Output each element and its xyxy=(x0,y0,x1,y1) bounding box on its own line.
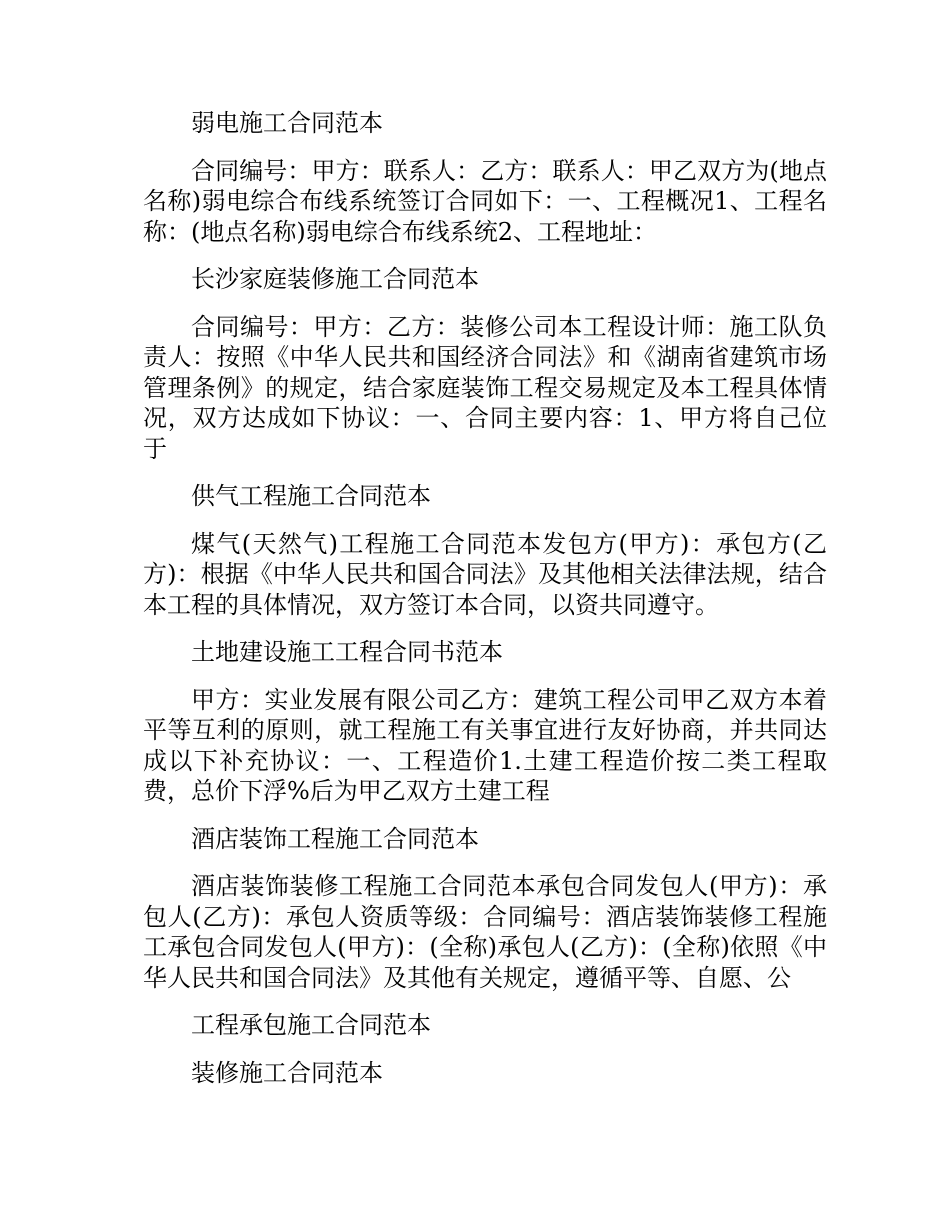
heading-land-construction-contract: 土地建设施工工程合同书范本 xyxy=(191,638,503,666)
heading-project-contracting: 工程承包施工合同范本 xyxy=(191,1011,431,1039)
paragraph-hotel-decoration-contract: 酒店装饰装修工程施工合同范本承包合同发包人(甲方)：承包人(乙方)：承包人资质等级：合同编号：酒店装饰装修工程施工承包合同发包人(甲方)：(全称)承包人(乙方)：(全称)依照《中华人民共和国合同法》及其他有关规定，遵循平等、自愿、公 xyxy=(143,872,827,992)
paragraph-gas-supply-contract: 煤气(天然气)工程施工合同范本发包方(甲方)：承包方(乙方)：根据《中华人民共和国合同法》及其他相关法律法规，结合本工程的具体情况，双方签订本合同，以资共同遵守。 xyxy=(143,529,827,619)
document-body xyxy=(143,108,827,1105)
heading-gas-supply-contract: 供气工程施工合同范本 xyxy=(191,482,431,510)
paragraph-changsha-home-renovation: 合同编号：甲方：乙方：装修公司本工程设计师：施工队负责人：按照《中华人民共和国经济合同法》和《湖南省建筑市场管理条例》的规定，结合家庭装饰工程交易规定及本工程具体情况，双方达成如下协议：一、合同主要内容：1、甲方将自己位于 xyxy=(143,312,827,463)
paragraph-land-construction-contract: 甲方：实业发展有限公司乙方：建筑工程公司甲乙双方本着平等互利的原则，就工程施工有关事宜进行友好协商，并共同达成以下补充协议：一、工程造价1.土建工程造价按二类工程取费，总价下浮%后为甲乙双方土建工程 xyxy=(143,685,827,805)
paragraph-weak-current-contract: 合同编号：甲方：联系人：乙方：联系人：甲乙双方为(地点名称)弱电综合布线系统签订合同如下：一、工程概况1、工程名称：(地点名称)弱电综合布线系统2、工程地址： xyxy=(143,156,827,246)
heading-changsha-home-renovation: 长沙家庭装修施工合同范本 xyxy=(191,265,479,293)
heading-hotel-decoration-contract: 酒店装饰工程施工合同范本 xyxy=(191,824,479,853)
heading-weak-current-contract: 弱电施工合同范本 xyxy=(191,109,383,137)
heading-renovation-contract: 装修施工合同范本 xyxy=(191,1058,383,1087)
